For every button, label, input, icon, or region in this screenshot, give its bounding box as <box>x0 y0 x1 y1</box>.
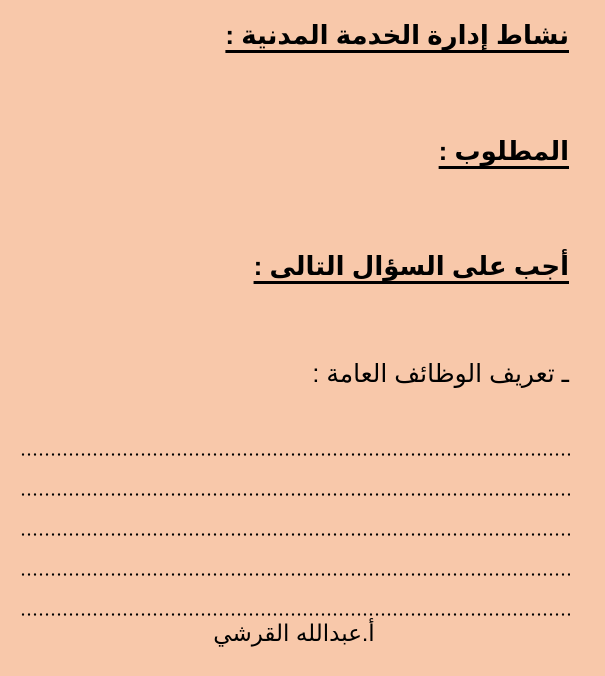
answer-line[interactable] <box>20 460 570 500</box>
instruction-heading: أجب على السؤال التالى : <box>253 251 569 281</box>
answer-line[interactable] <box>20 580 570 620</box>
answer-area <box>20 420 570 620</box>
required-label: المطلوب : <box>438 136 569 166</box>
answer-line[interactable] <box>20 540 570 580</box>
question-text: ـ تعريف الوظائف العامة : <box>312 360 569 388</box>
answer-line[interactable] <box>20 500 570 540</box>
teacher-signature: أ.عبدالله القرشي <box>213 620 375 646</box>
activity-title: نشاط إدارة الخدمة المدنية : <box>225 20 569 50</box>
answer-line[interactable] <box>20 420 570 460</box>
